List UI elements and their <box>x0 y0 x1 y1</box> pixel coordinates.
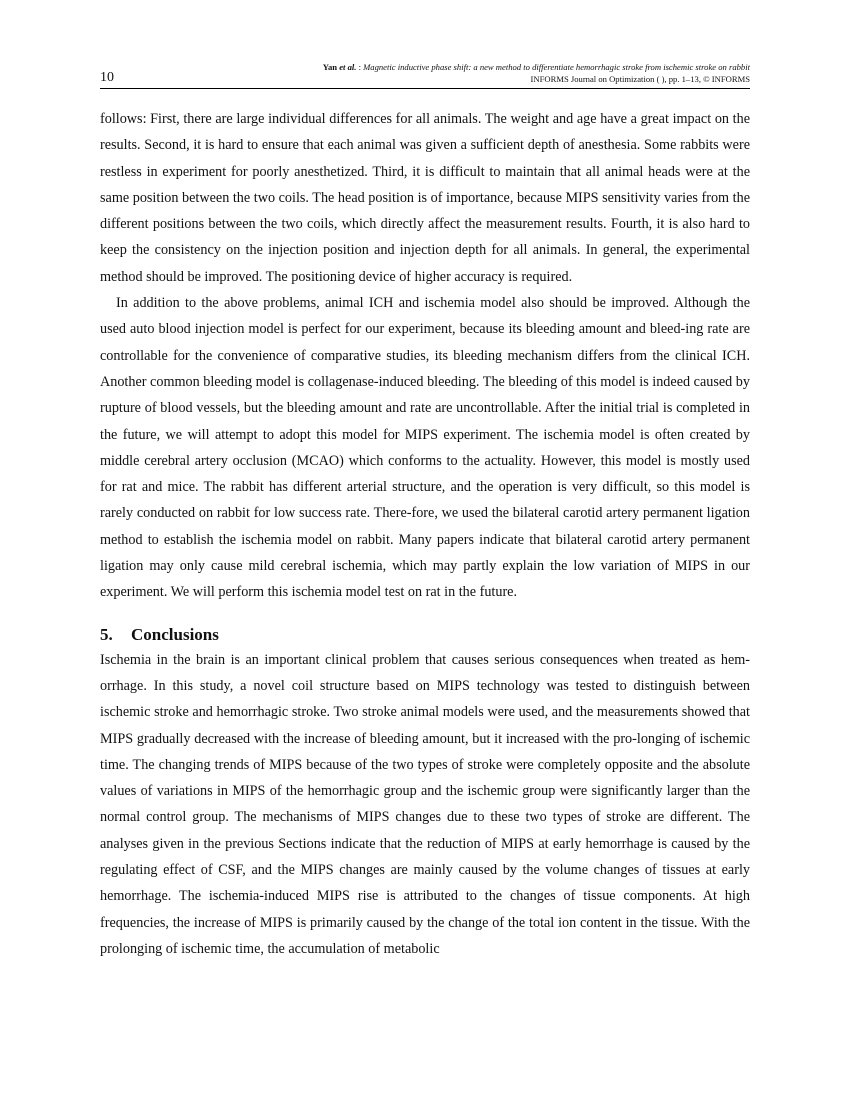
page-number: 10 <box>100 70 114 85</box>
header-journal-line: INFORMS Journal on Optimization ( ), pp. 1–13, © INFORMS <box>530 74 750 84</box>
header-title-line <box>323 62 750 72</box>
paragraph-models: In addition to the above problems, animal ICH and ischemia model also should be improved. Although the used auto blood injection model is perfect for our experiment, because its bleeding amount and bleed-ing rate are controllable for the convenience of comparative studies, its bleeding mechanism differs from the clinical ICH. Another common bleeding model is collagenase-induced bleeding. The bleeding of this model is indeed caused by rupture of blood vessels, but the bleeding amount and rate are uncontrollable. After the initial trial is completed in the future, we will attempt to adopt this model for MIPS experiment. The ischemia model is often created by middle cerebral artery occlusion (MCAO) which conforms to the actuality. However, this model is mostly used for rat and mice. The rabbit has different arterial structure, and the operation is very difficult, so this model is rarely conducted on rabbit for low success rate. There-fore, we used the bilateral carotid artery permanent ligation method to establish the ischemia model on rabbit. Many papers indicate that bilateral carotid artery permanent ligation may only cause mild cerebral ischemia, which may partly explain the low variation of MIPS in our experiment. We will perform this ischemia model test on rat in the future. <box>100 295 750 601</box>
running-header <box>100 62 750 89</box>
paragraph-conclusions: Ischemia in the brain is an important clinical problem that causes serious consequences when treated as hem-orrhage. In this study, a novel coil structure based on MIPS technology was tested to distinguish between ischemic stroke and hemorrhagic stroke. Two stroke animal models were used, and the measurements showed that MIPS gradually decreased with the increase of bleeding amount, but it increased with the pro-longing of ischemic time. The changing trends of MIPS because of the two types of stroke were completely opposite and the absolute values of variations in MIPS of the hemorrhagic group and the ischemic group were significantly larger than the normal control group. The mechanisms of MIPS changes due to these two types of stroke are different. The analyses given in the previous Sections indicate that the reduction of MIPS at early hemorrhage is caused by the regulating effect of CSF, and the MIPS changes are mainly caused by the volume changes of tissues at early hemorrhage. The ischemia-induced MIPS rise is attributed to the changes of tissue components. At high frequencies, the increase of MIPS is primarily caused by the change of the total ion content in the tissue. With the prolonging of ischemic time, the accumulation of metabolic <box>100 651 750 957</box>
section-title: Conclusions <box>131 624 219 644</box>
header-paper-title: Magnetic inductive phase shift: a new method to differentiate hemorrhagic stroke from ischemic stroke on rabbit <box>363 62 750 72</box>
section-number: 5. <box>100 624 113 644</box>
paragraph-limitations: follows: First, there are large individual differences for all animals. The weight and age have a great impact on the results. Second, it is hard to ensure that each animal was given a sufficient depth of anesthesia. Some rabbits were restless in experiment for poorly anesthetized. Third, it is difficult to maintain that all animal heads were at the same position between the two coils. The head position is of importance, because MIPS sensitivity varies from the different positions between the two coils, which directly affect the measurement results. Fourth, it is also hard to keep the consistency on the injection position and injection depth for all animals. In general, the experimental method should be improved. The positioning device of higher accuracy is required. <box>100 111 750 285</box>
paper-page <box>100 62 750 962</box>
main-text <box>100 106 750 962</box>
section-heading-conclusions <box>100 623 750 647</box>
header-author: Yan et al. <box>322 62 357 72</box>
header-separator: : <box>358 62 361 72</box>
